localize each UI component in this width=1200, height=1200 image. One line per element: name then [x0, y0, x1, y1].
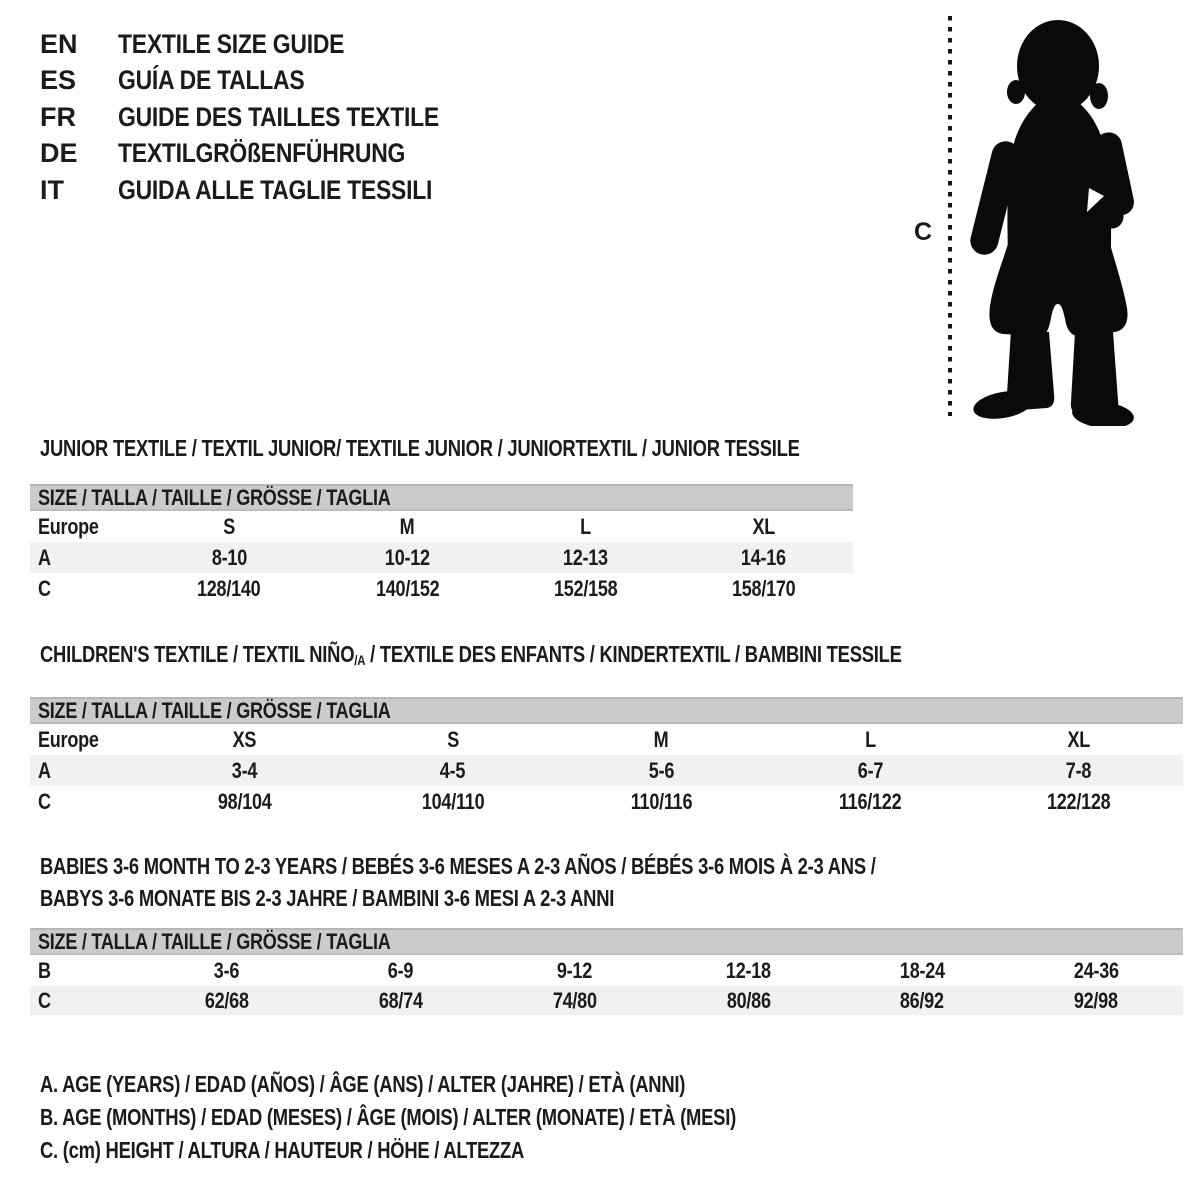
language-code: EN [40, 28, 78, 59]
age-cell: 4-5 [440, 757, 466, 783]
language-title: TEXTILGRÖßENFÜHRUNG [118, 138, 406, 169]
table-row-height [30, 986, 1183, 1015]
language-row [40, 26, 496, 63]
size-cell: XL [1067, 726, 1090, 752]
babies-section-title-line1: BABIES 3-6 MONTH TO 2-3 YEARS / BEBÉS 3-6 MESES A 2-3 AÑOS / BÉBÉS 3-6 MOIS À 2-3 ANS / [40, 853, 876, 879]
height-cell: 74/80 [552, 987, 597, 1013]
language-code: DE [40, 138, 78, 169]
legend [40, 1068, 910, 1167]
age-cell: 12-13 [563, 544, 609, 570]
junior-section [30, 437, 853, 604]
language-title: GUÍA DE TALLAS [118, 65, 305, 96]
age-cell: 10-12 [384, 544, 430, 570]
row-label: B [38, 957, 51, 983]
language-title: GUIDA ALLE TAGLIE TESSILI [118, 174, 433, 205]
legend-line-a: A. AGE (YEARS) / EDAD (AÑOS) / ÂGE (ANS) / ALTER (JAHRE) / ETÀ (ANNI) [40, 1071, 686, 1097]
language-code: FR [40, 101, 76, 132]
row-label: A [38, 544, 51, 570]
size-cell: XS [232, 726, 257, 752]
size-cell: L [580, 513, 592, 539]
height-cell: 98/104 [217, 788, 272, 814]
height-cell: 80/86 [726, 987, 771, 1013]
table-row-months [30, 955, 1183, 986]
height-cell: 152/158 [553, 575, 618, 601]
months-cell: 6-9 [388, 957, 414, 983]
language-code: IT [40, 174, 64, 205]
height-dashed-line [948, 16, 952, 416]
age-cell: 14-16 [741, 544, 787, 570]
height-cell: 110/116 [630, 788, 693, 814]
table-row-age [30, 755, 1183, 786]
row-label: Europe [38, 513, 99, 539]
age-cell: 5-6 [648, 757, 675, 783]
table-row-age [30, 542, 853, 573]
babies-section-title-line2: BABYS 3-6 MONATE BIS 2-3 JAHRE / BAMBINI 3-6 MESI A 2-3 ANNI [40, 885, 615, 911]
table-row-height [30, 786, 1183, 817]
height-cell: 92/98 [1074, 987, 1119, 1013]
size-cell: S [446, 726, 459, 752]
babies-section [30, 850, 1183, 1015]
row-label: C [38, 788, 51, 814]
size-header-bar: SIZE / TALLA / TAILLE / GRÖSSE / TAGLIA [30, 928, 1183, 955]
months-cell: 9-12 [556, 957, 593, 983]
size-header-bar: SIZE / TALLA / TAILLE / GRÖSSE / TAGLIA [30, 484, 853, 511]
height-cell: 128/140 [197, 575, 261, 601]
children-section [30, 643, 1183, 817]
children-section-title: CHILDREN'S TEXTILE / TEXTIL $NIÑO_{/A}$ / TEXTILE DES ENFANTS / KINDERTEXTIL / BAMBINI TESSILE [40, 641, 902, 670]
row-label: A [38, 757, 51, 783]
size-cell: M [654, 726, 669, 752]
legend-line-b: B. AGE (MONTHS) / EDAD (MESES) / ÂGE (MOIS) / ALTER (MONATE) / ETÀ (MESI) [40, 1104, 736, 1130]
size-cell: L [864, 726, 876, 752]
months-cell: 12-18 [725, 957, 771, 983]
age-cell: 8-10 [211, 544, 247, 570]
row-label: C [38, 575, 51, 601]
height-cell: 86/92 [900, 987, 945, 1013]
size-cell: XL [752, 513, 776, 539]
row-label: Europe [38, 726, 99, 752]
toddler-silhouette-icon [963, 14, 1141, 426]
months-cell: 18-24 [899, 957, 945, 983]
height-cell: 140/152 [375, 575, 440, 601]
junior-section-title: JUNIOR TEXTILE / TEXTIL JUNIOR/ TEXTILE JUNIOR / JUNIORTEXTIL / JUNIOR TESSILE [40, 435, 800, 461]
height-cell: 158/170 [732, 575, 796, 601]
height-cell: 116/122 [838, 788, 902, 814]
legend-line-c: C. (cm) HEIGHT / ALTURA / HAUTEUR / HÖHE / ALTEZZA [40, 1137, 525, 1163]
row-label: C [38, 987, 51, 1013]
table-row-height [30, 573, 853, 604]
language-title: GUIDE DES TAILLES TEXTILE [118, 101, 439, 132]
height-cell: 62/68 [204, 987, 249, 1013]
language-row [40, 99, 496, 136]
language-title-list [40, 26, 496, 209]
table-row-europe [30, 724, 1183, 755]
language-row [40, 136, 496, 173]
language-row [40, 172, 496, 209]
size-header-bar: SIZE / TALLA / TAILLE / GRÖSSE / TAGLIA [30, 697, 1183, 724]
age-cell: 6-7 [857, 757, 883, 783]
language-title: TEXTILE SIZE GUIDE [118, 28, 345, 59]
height-measure-label: C [914, 218, 933, 246]
table-row-europe [30, 511, 853, 542]
size-cell: S [223, 513, 236, 539]
height-cell: 122/128 [1046, 788, 1111, 814]
height-cell: 68/74 [378, 987, 423, 1013]
months-cell: 24-36 [1073, 957, 1119, 983]
language-row [40, 63, 496, 100]
height-cell: 104/110 [421, 788, 485, 814]
age-cell: 7-8 [1066, 757, 1092, 783]
age-cell: 3-4 [231, 757, 257, 783]
language-code: ES [40, 65, 77, 96]
size-cell: M [399, 513, 415, 539]
months-cell: 3-6 [214, 957, 240, 983]
